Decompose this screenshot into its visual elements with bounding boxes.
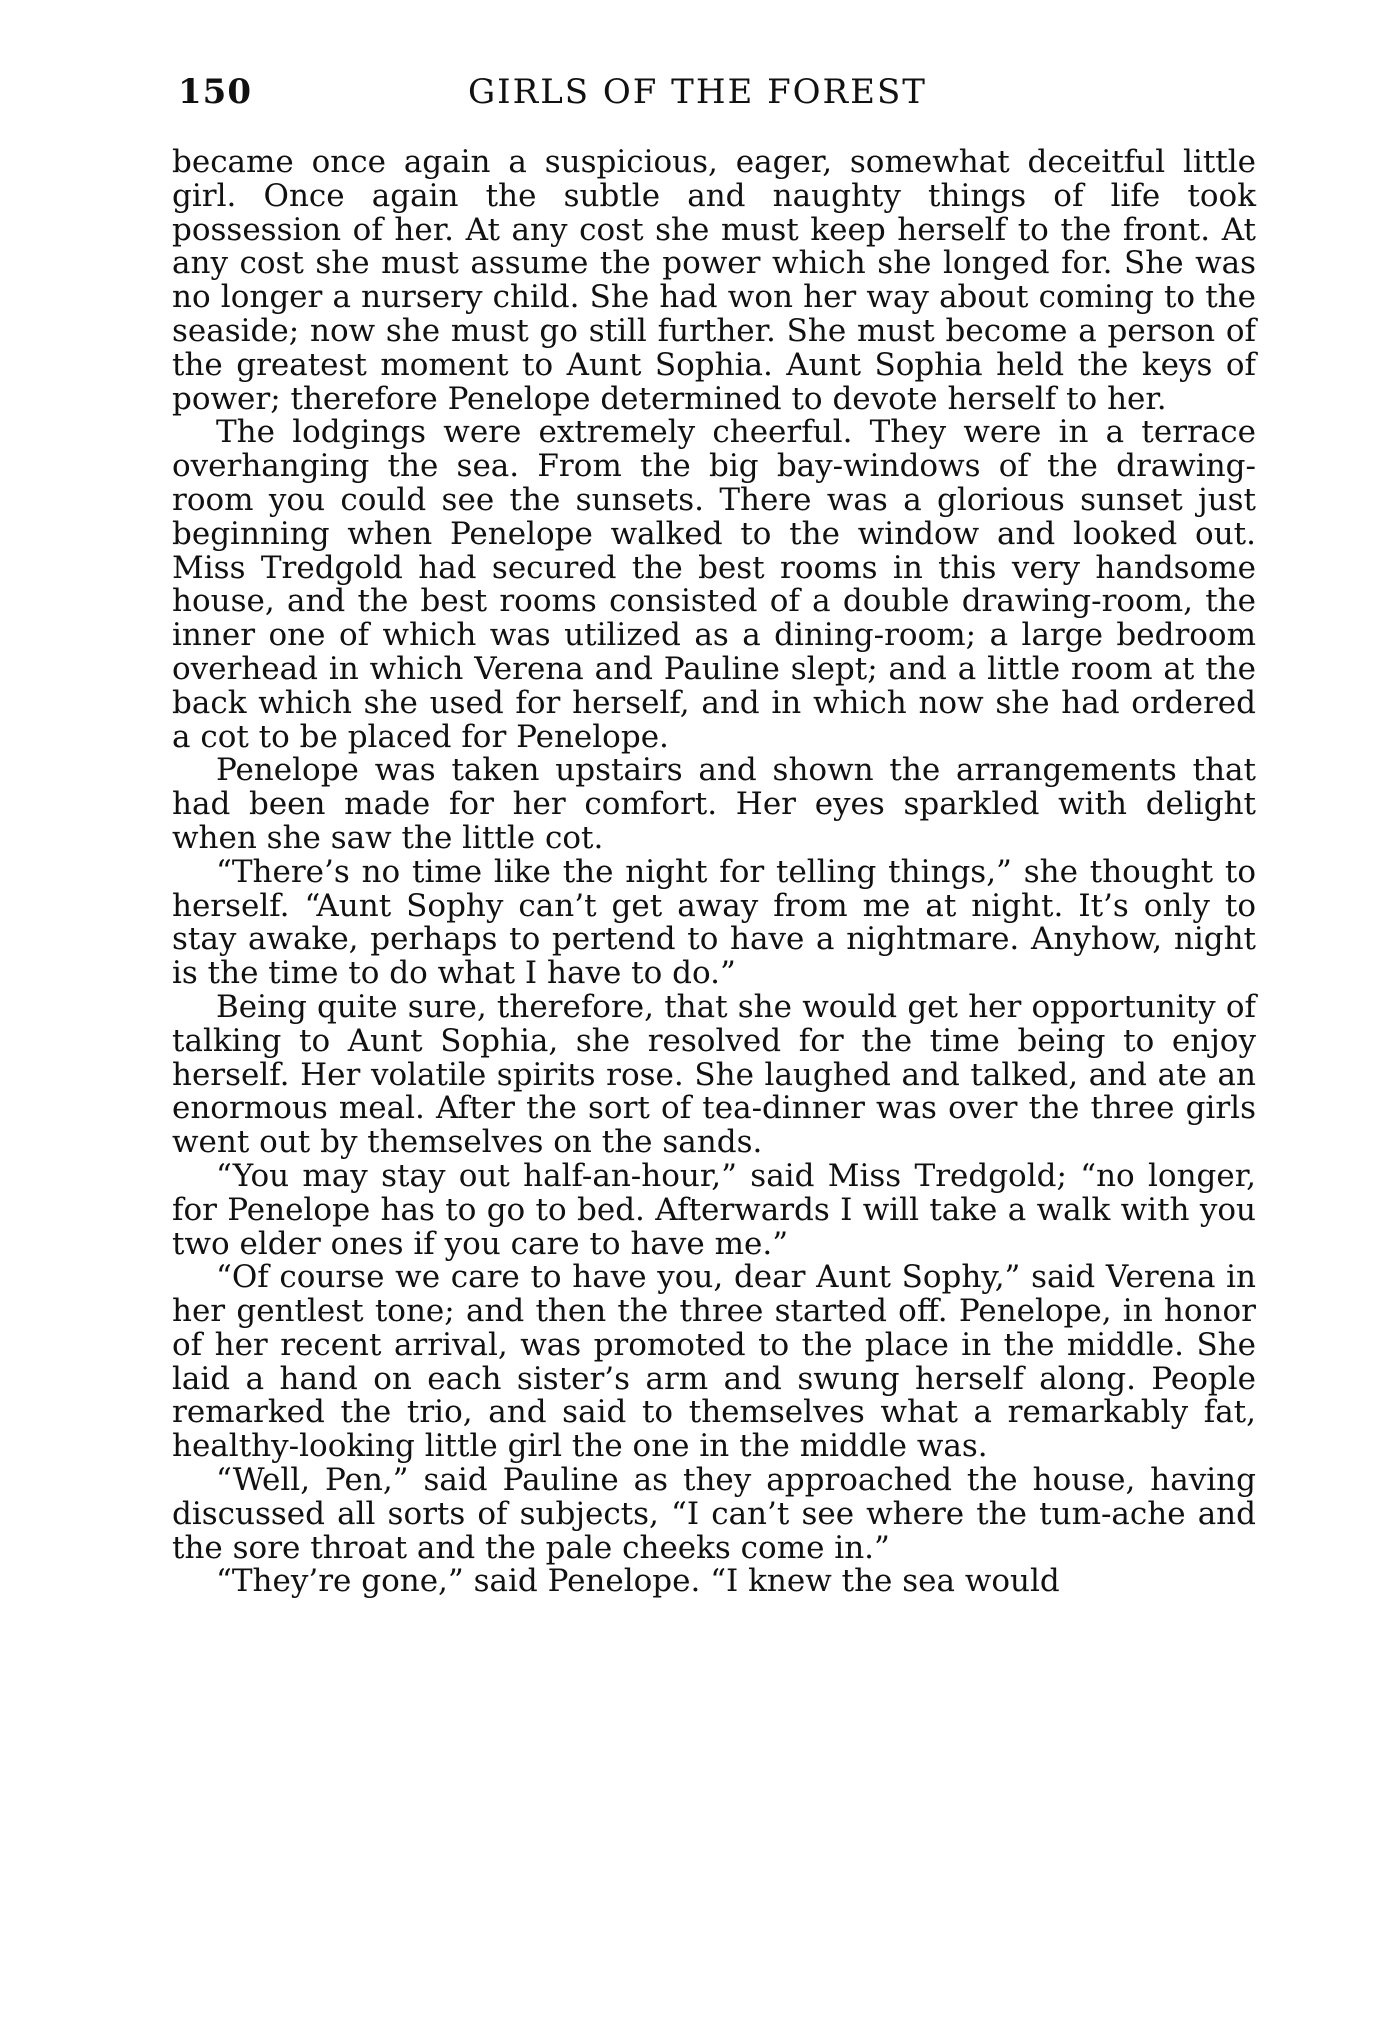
page-body — [172, 146, 1256, 1599]
paragraph: became once again a suspicious, eager, somewhat deceitful little girl. Once again the subtle and naughty things of life took possession of her. At any cost she must keep herself to the front. At any cost she must assume the power which she longed for. She was no longer a nursery child. She had won her way about coming to the seaside; now she must go still further. She must become a person of the greatest moment to Aunt Sophia. Aunt Sophia held the keys of power; therefore Penelope determined to devote herself to her. — [172, 144, 1256, 417]
paragraph: “Of course we care to have you, dear Aunt Sophy,” said Verena in her gentlest tone; and then the three started off. Penelope, in honor of her recent arrival, was promoted to the place in the middle. She laid a hand on each sister’s arm and swung herself along. People remarked the trio, and said to themselves what a remarkably fat, healthy-looking little girl the one in the middle was. — [172, 1259, 1256, 1465]
page-header — [178, 72, 1258, 118]
paragraph: “There’s no time like the night for telling things,” she thought to herself. “Aunt Sophy can’t get away from me at night. It’s only to stay awake, perhaps to pertend to have a nightmare. Anyhow, night is the time to do what I have to do.” — [172, 853, 1256, 992]
page-number: 150 — [178, 72, 252, 112]
paragraph: Being quite sure, therefore, that she would get her opportunity of talking to Aunt Sophia, she resolved for the time being to enjoy herself. Her volatile spirits rose. She laughed and talked, and ate an enormous meal. After the sort of tea-dinner was over the three girls went out by themselves on the sands. — [172, 988, 1256, 1161]
paragraph: “They’re gone,” said Penelope. “I knew the sea would — [216, 1563, 1060, 1600]
running-title: GIRLS OF THE FOREST — [468, 72, 927, 112]
paragraph: Penelope was taken upstairs and shown the arrangements that had been made for her comfort. Her eyes sparkled with delight when she saw the little cot. — [172, 752, 1256, 856]
paragraph: The lodgings were extremely cheerful. They were in a terrace overhanging the sea. From the big bay-windows of the drawing-room you could see the sunsets. There was a glorious sunset just beginning when Penelope walked to the window and looked out. Miss Tredgold had secured the best rooms in this very handsome house, and the best rooms consisted of a double drawing-room, the inner one of which was utilized as a dining-room; a large bedroom overhead in which Verena and Pauline slept; and a little room at the back which she used for herself, and in which now she had ordered a cot to be placed for Penelope. — [172, 414, 1256, 755]
paragraph: “You may stay out half-an-hour,” said Miss Tredgold; “no longer, for Penelope has to go to bed. Afterwards I will take a walk with you two elder ones if you care to have me.” — [172, 1157, 1256, 1262]
paragraph: “Well, Pen,” said Pauline as they approached the house, having discussed all sorts of subjects, “I can’t see where the tum-ache and the sore throat and the pale cheeks come in.” — [172, 1462, 1256, 1566]
